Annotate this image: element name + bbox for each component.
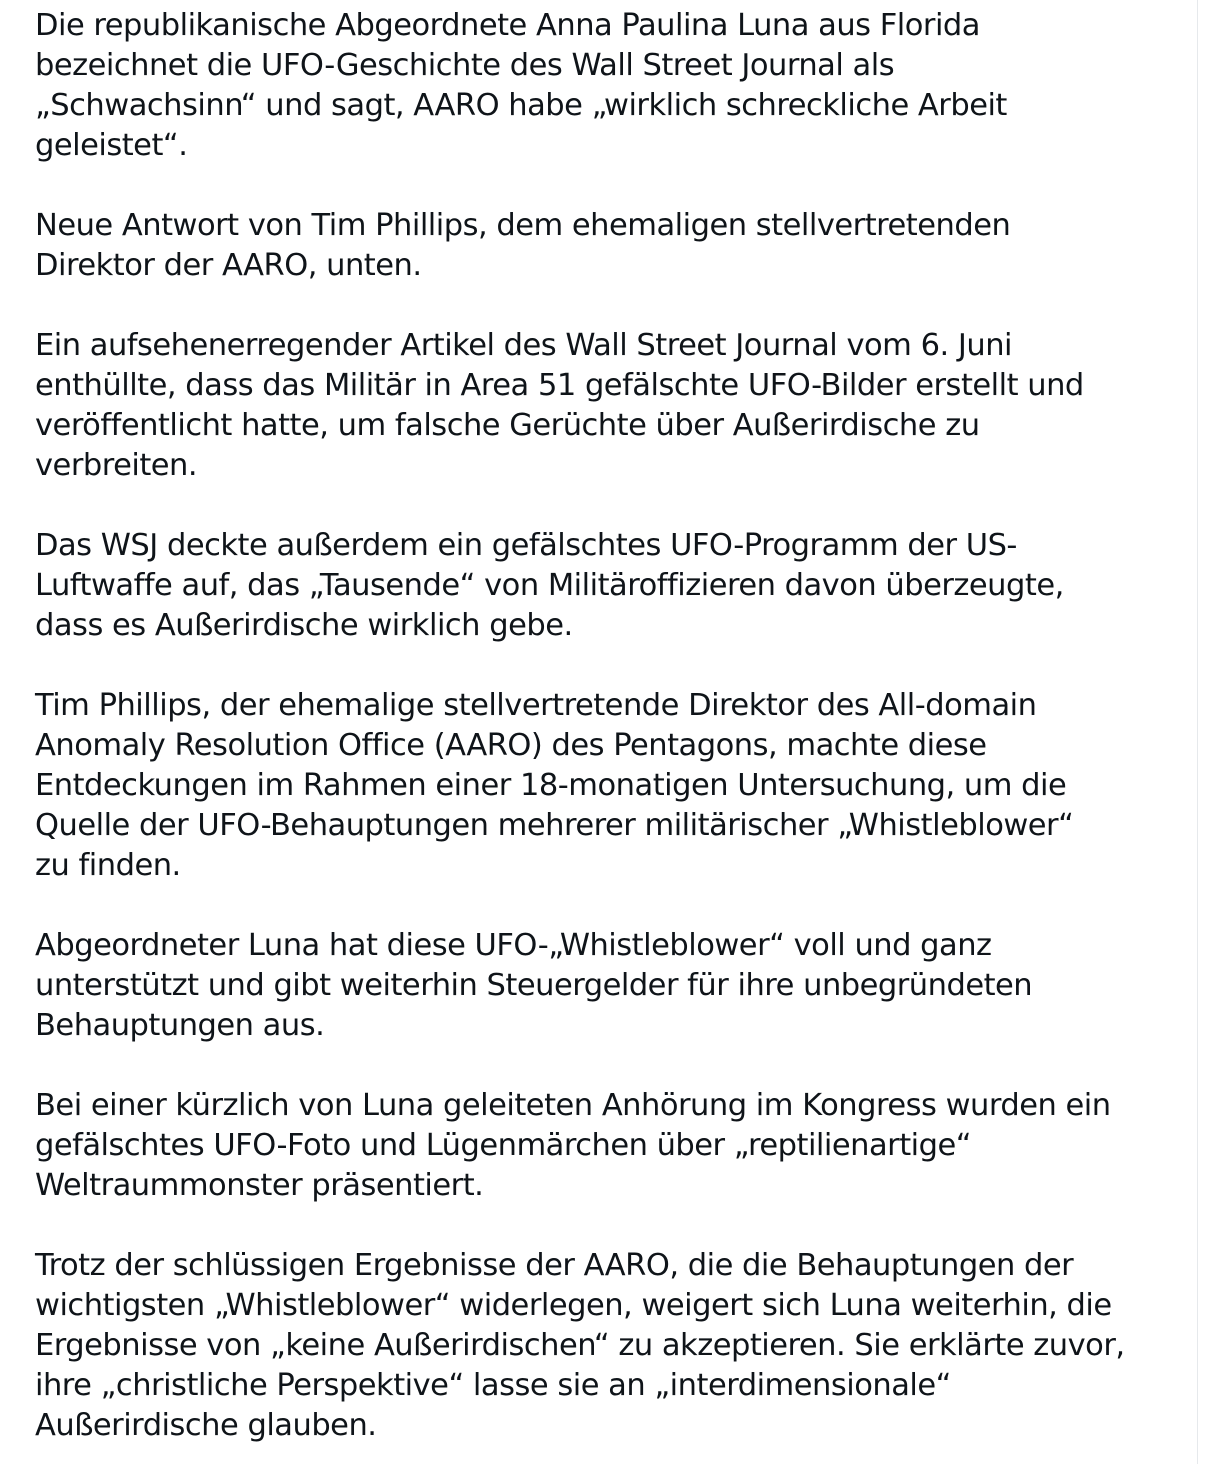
text-line: Die republikanische Abgeordnete Anna Paulina Luna aus Florida <box>35 8 980 43</box>
text-line: bezeichnet die UFO-Geschichte des Wall Street Journal als <box>35 48 895 83</box>
text-line: Bei einer kürzlich von Luna geleiteten Anhörung im Kongress wurden ein <box>35 1088 1111 1123</box>
text-line: ihre „christliche Perspektive“ lasse sie an „interdimensionale“ <box>35 1368 951 1403</box>
paragraph-congress-hearing <box>35 1086 1185 1206</box>
text-line: verbreiten. <box>35 448 198 483</box>
paragraph-wsj-article <box>35 326 1185 486</box>
paragraph-aaro-investigation <box>35 686 1185 886</box>
paragraph-luna-quote <box>35 6 1185 166</box>
text-line: dass es Außerirdische wirklich gebe. <box>35 608 573 643</box>
paragraph-air-force-program <box>35 526 1185 646</box>
paragraph-luna-support <box>35 926 1185 1046</box>
text-line: Ergebnisse von „keine Außerirdischen“ zu akzeptieren. Sie erklärte zuvor, <box>35 1328 1125 1363</box>
text-line: Anomaly Resolution Office (AARO) des Pentagons, machte diese <box>35 728 987 763</box>
text-line: Luftwaffe auf, das „Tausende“ von Militäroffizieren davon überzeugte, <box>35 568 1064 603</box>
text-line: Das WSJ deckte außerdem ein gefälschtes UFO-Programm der US- <box>35 528 1017 563</box>
paragraph-phillips-response <box>35 206 1185 286</box>
text-line: wichtigsten „Whistleblower“ widerlegen, weigert sich Luna weiterhin, die <box>35 1288 1112 1323</box>
text-line: gefälschtes UFO-Foto und Lügenmärchen über „reptilienartige“ <box>35 1128 972 1163</box>
text-line: Direktor der AARO, unten. <box>35 248 422 283</box>
text-line: „Schwachsinn“ und sagt, AARO habe „wirklich schreckliche Arbeit <box>35 88 1007 123</box>
text-line: veröffentlicht hatte, um falsche Gerüchte über Außerirdische zu <box>35 408 980 443</box>
text-line: zu finden. <box>35 848 181 883</box>
text-line: unterstützt und gibt weiterhin Steuergelder für ihre unbegründeten <box>35 968 1033 1003</box>
text-line: Trotz der schlüssigen Ergebnisse der AARO, die die Behauptungen der <box>35 1248 1074 1283</box>
text-line: enthüllte, dass das Militär in Area 51 gefälschte UFO-Bilder erstellt und <box>35 368 1084 403</box>
text-line: Behauptungen aus. <box>35 1008 325 1043</box>
text-line: Abgeordneter Luna hat diese UFO-„Whistleblower“ voll und ganz <box>35 928 992 963</box>
text-line: Tim Phillips, der ehemalige stellvertretende Direktor des All-domain <box>35 688 1037 723</box>
paragraph-luna-beliefs <box>35 1246 1185 1446</box>
text-line: Entdeckungen im Rahmen einer 18-monatigen Untersuchung, um die <box>35 768 1067 803</box>
text-line: Weltraummonster präsentiert. <box>35 1168 484 1203</box>
text-line: Neue Antwort von Tim Phillips, dem ehemaligen stellvertretenden <box>35 208 1011 243</box>
text-line: geleistet“. <box>35 128 188 163</box>
text-line: Quelle der UFO-Behauptungen mehrerer militärischer „Whistleblower“ <box>35 808 1074 843</box>
text-line: Außerirdische glauben. <box>35 1408 377 1443</box>
text-line: Ein aufsehenerregender Artikel des Wall Street Journal vom 6. Juni <box>35 328 1013 363</box>
